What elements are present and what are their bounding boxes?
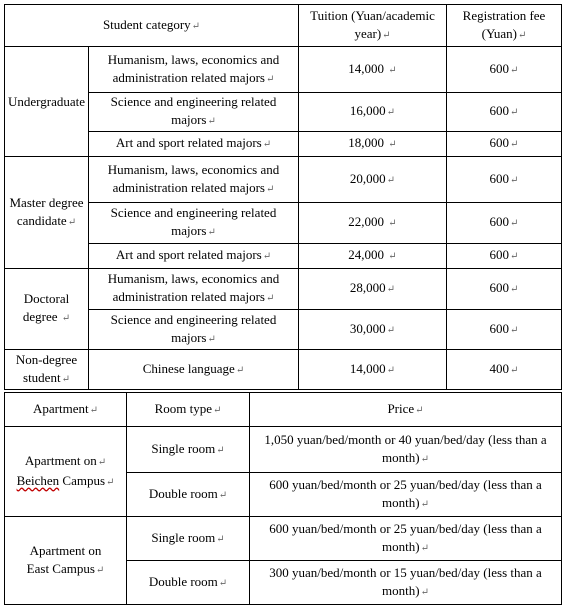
major-cell: Humanism, laws, economics and administration related majors↵ [89,47,299,93]
tuition-cell: 20,000↵ [299,157,447,203]
fee-cell: 600↵ [447,310,562,350]
table-row [5,269,562,310]
header-price: Price↵ [250,393,562,427]
fee-cell: 600↵ [447,269,562,310]
apartment-beichen: Apartment on↵ Beichen Campus↵ [5,427,127,517]
table-row [5,47,562,93]
tuition-cell: 22,000 ↵ [299,203,447,244]
fee-cell: 600↵ [447,157,562,203]
table-row [5,93,562,132]
price-cell: 600 yuan/bed/month or 25 yuan/bed/day (less than a month)↵ [250,517,562,561]
major-cell: Science and engineering related majors↵ [89,310,299,350]
category-master: Master degree candidate↵ [5,157,89,269]
apartment-east: Apartment on East Campus↵ [5,517,127,605]
table-row [5,157,562,203]
major-cell: Art and sport related majors↵ [89,132,299,157]
room-type-cell: Single room↵ [127,427,250,473]
header-student-category: Student category↵ [5,5,299,47]
fee-cell: 600↵ [447,132,562,157]
table-row [5,517,562,561]
tuition-cell: 28,000↵ [299,269,447,310]
tuition-cell: 18,000 ↵ [299,132,447,157]
table-row [5,132,562,157]
room-type-cell: Double room↵ [127,561,250,605]
major-cell: Art and sport related majors↵ [89,244,299,269]
tuition-cell: 30,000↵ [299,310,447,350]
price-cell: 600 yuan/bed/month or 25 yuan/bed/day (less than a month)↵ [250,473,562,517]
apartment-table [4,392,562,605]
major-cell: Humanism, laws, economics and administration related majors↵ [89,269,299,310]
category-non-degree: Non-degree student↵ [5,350,89,390]
tuition-cell: 14,000↵ [299,350,447,390]
fee-cell: 600↵ [447,203,562,244]
major-cell: Chinese language↵ [89,350,299,390]
fee-cell: 600↵ [447,93,562,132]
category-doctoral: Doctoral degree ↵ [5,269,89,350]
major-cell: Science and engineering related majors↵ [89,203,299,244]
header-room-type: Room type↵ [127,393,250,427]
room-type-cell: Double room↵ [127,473,250,517]
tuition-cell: 24,000 ↵ [299,244,447,269]
tuition-cell: 16,000↵ [299,93,447,132]
price-cell: 300 yuan/bed/month or 15 yuan/bed/day (less than a month)↵ [250,561,562,605]
fee-cell: 600↵ [447,244,562,269]
fee-cell: 400↵ [447,350,562,390]
table-row [5,244,562,269]
header-registration-fee: Registration fee (Yuan)↵ [447,5,562,47]
header-tuition: Tuition (Yuan/academic year)↵ [299,5,447,47]
table-row [5,427,562,473]
major-cell: Science and engineering related majors↵ [89,93,299,132]
header-apartment: Apartment↵ [5,393,127,427]
tuition-header-row [5,5,562,47]
major-cell: Humanism, laws, economics and administration related majors↵ [89,157,299,203]
table-row [5,203,562,244]
room-type-cell: Single room↵ [127,517,250,561]
category-undergraduate: Undergraduate [5,47,89,157]
price-cell: 1,050 yuan/bed/month or 40 yuan/bed/day (less than a month)↵ [250,427,562,473]
tuition-table [4,4,562,390]
table-row [5,310,562,350]
apartment-header-row [5,393,562,427]
tuition-cell: 14,000 ↵ [299,47,447,93]
fee-cell: 600↵ [447,47,562,93]
table-row [5,350,562,390]
